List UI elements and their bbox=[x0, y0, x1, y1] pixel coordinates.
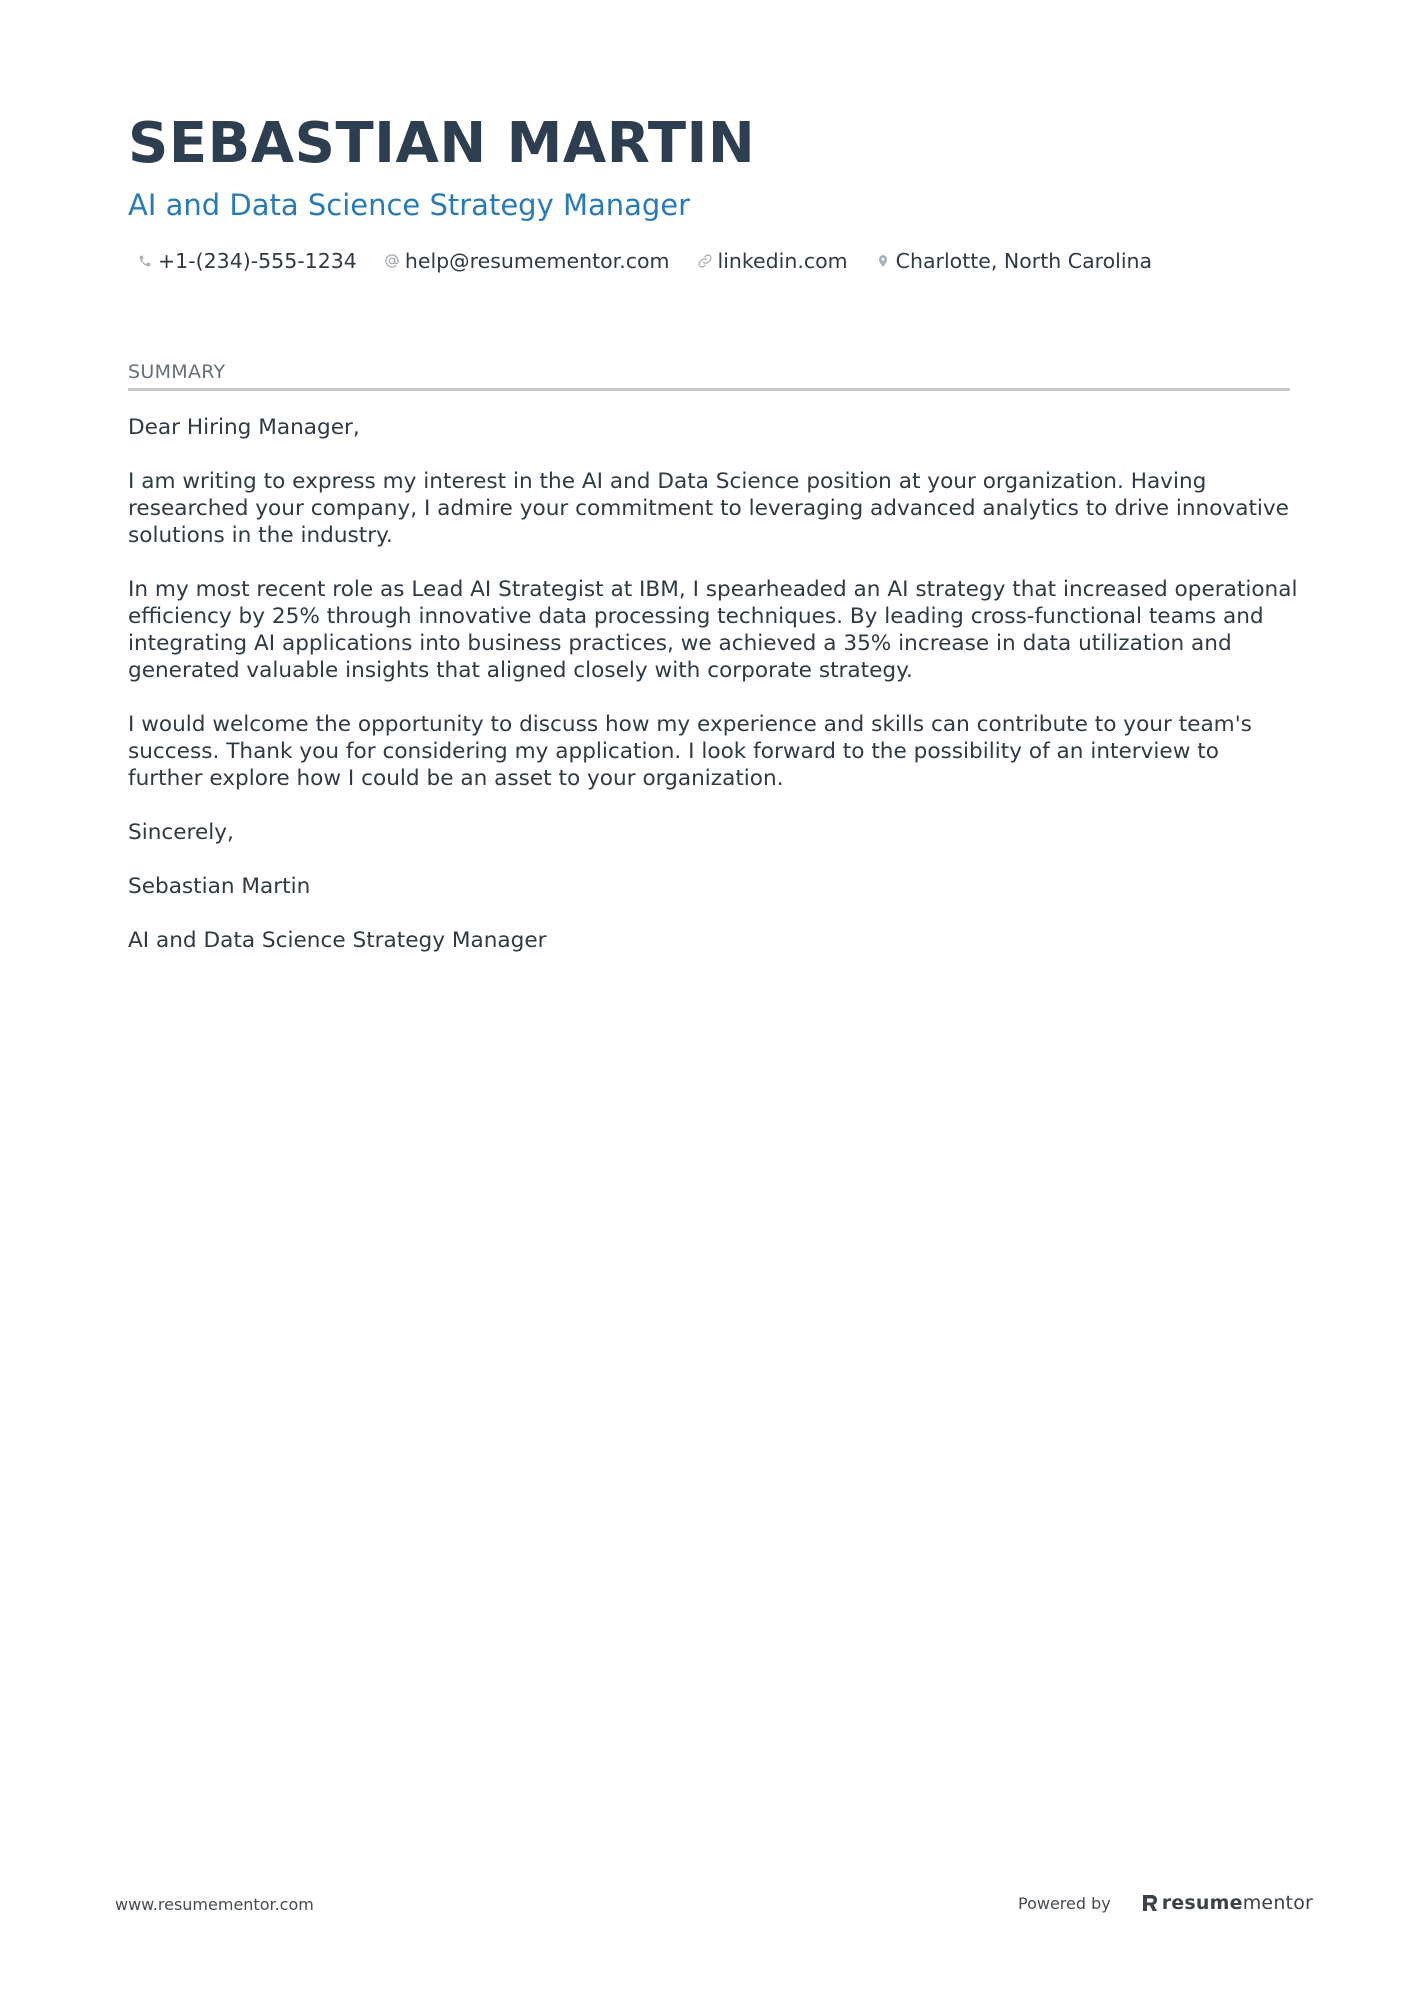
footer-website-link[interactable]: www.resumementor.com bbox=[115, 1895, 314, 1914]
brand-wordmark-light: mentor bbox=[1242, 1892, 1314, 1914]
paragraph-closing: I would welcome the opportunity to discuss how my experience and skills can contribute to your team's success. Thank you for considering my application. I look forward to the possibility of an interview to further explore how I could be an asset to your organization. bbox=[128, 712, 1252, 791]
brand-wordmark-bold: resume bbox=[1161, 1892, 1243, 1914]
linkedin-text[interactable]: linkedin.com bbox=[717, 249, 848, 273]
summary-heading-label: SUMMARY bbox=[128, 361, 226, 383]
paragraph-experience: In my most recent role as Lead AI Strategist at IBM, I spearheaded an AI strategy that increased operational efficiency by 25% through innovative data processing techniques. By leading cross-functional teams and integrating AI applications into business practices, we achieved a 35% increase in data utilization and generated valuable insights that aligned closely with corporate strategy. bbox=[128, 577, 1298, 683]
map-pin-icon bbox=[874, 252, 892, 270]
paragraph-intro: I am writing to express my interest in the AI and Data Science position at your organization. Having researched your company, I admire your commitment to leveraging advanced analytics to drive innovative solutions in the industry. bbox=[128, 469, 1289, 548]
summary-section-heading bbox=[128, 360, 1290, 391]
email-text[interactable]: help@resumementor.com bbox=[404, 249, 670, 273]
phone-text[interactable]: +1-(234)-555-1234 bbox=[158, 249, 357, 273]
location-text: Charlotte, North Carolina bbox=[895, 249, 1153, 273]
contact-email bbox=[383, 249, 670, 273]
contact-linkedin bbox=[696, 249, 848, 273]
candidate-title: AI and Data Science Strategy Manager bbox=[128, 188, 691, 222]
letter-body bbox=[128, 414, 1298, 981]
link-icon bbox=[696, 252, 714, 270]
signature-title: AI and Data Science Strategy Manager bbox=[128, 928, 547, 953]
resumementor-logo-icon bbox=[1141, 1893, 1159, 1913]
signature-name: Sebastian Martin bbox=[128, 874, 311, 899]
brand-wordmark bbox=[1162, 1892, 1313, 1914]
contact-bar bbox=[136, 244, 1178, 278]
candidate-name: SEBASTIAN MARTIN bbox=[128, 111, 756, 176]
footer-powered-by bbox=[1018, 1892, 1313, 1914]
sign-off: Sincerely, bbox=[128, 820, 234, 845]
at-sign-icon bbox=[383, 252, 401, 270]
brand-logo[interactable] bbox=[1141, 1892, 1313, 1914]
contact-phone bbox=[136, 249, 357, 273]
salutation: Dear Hiring Manager, bbox=[128, 415, 360, 440]
powered-by-label: Powered by bbox=[1018, 1893, 1111, 1913]
contact-location bbox=[874, 249, 1152, 273]
phone-icon bbox=[136, 252, 154, 270]
